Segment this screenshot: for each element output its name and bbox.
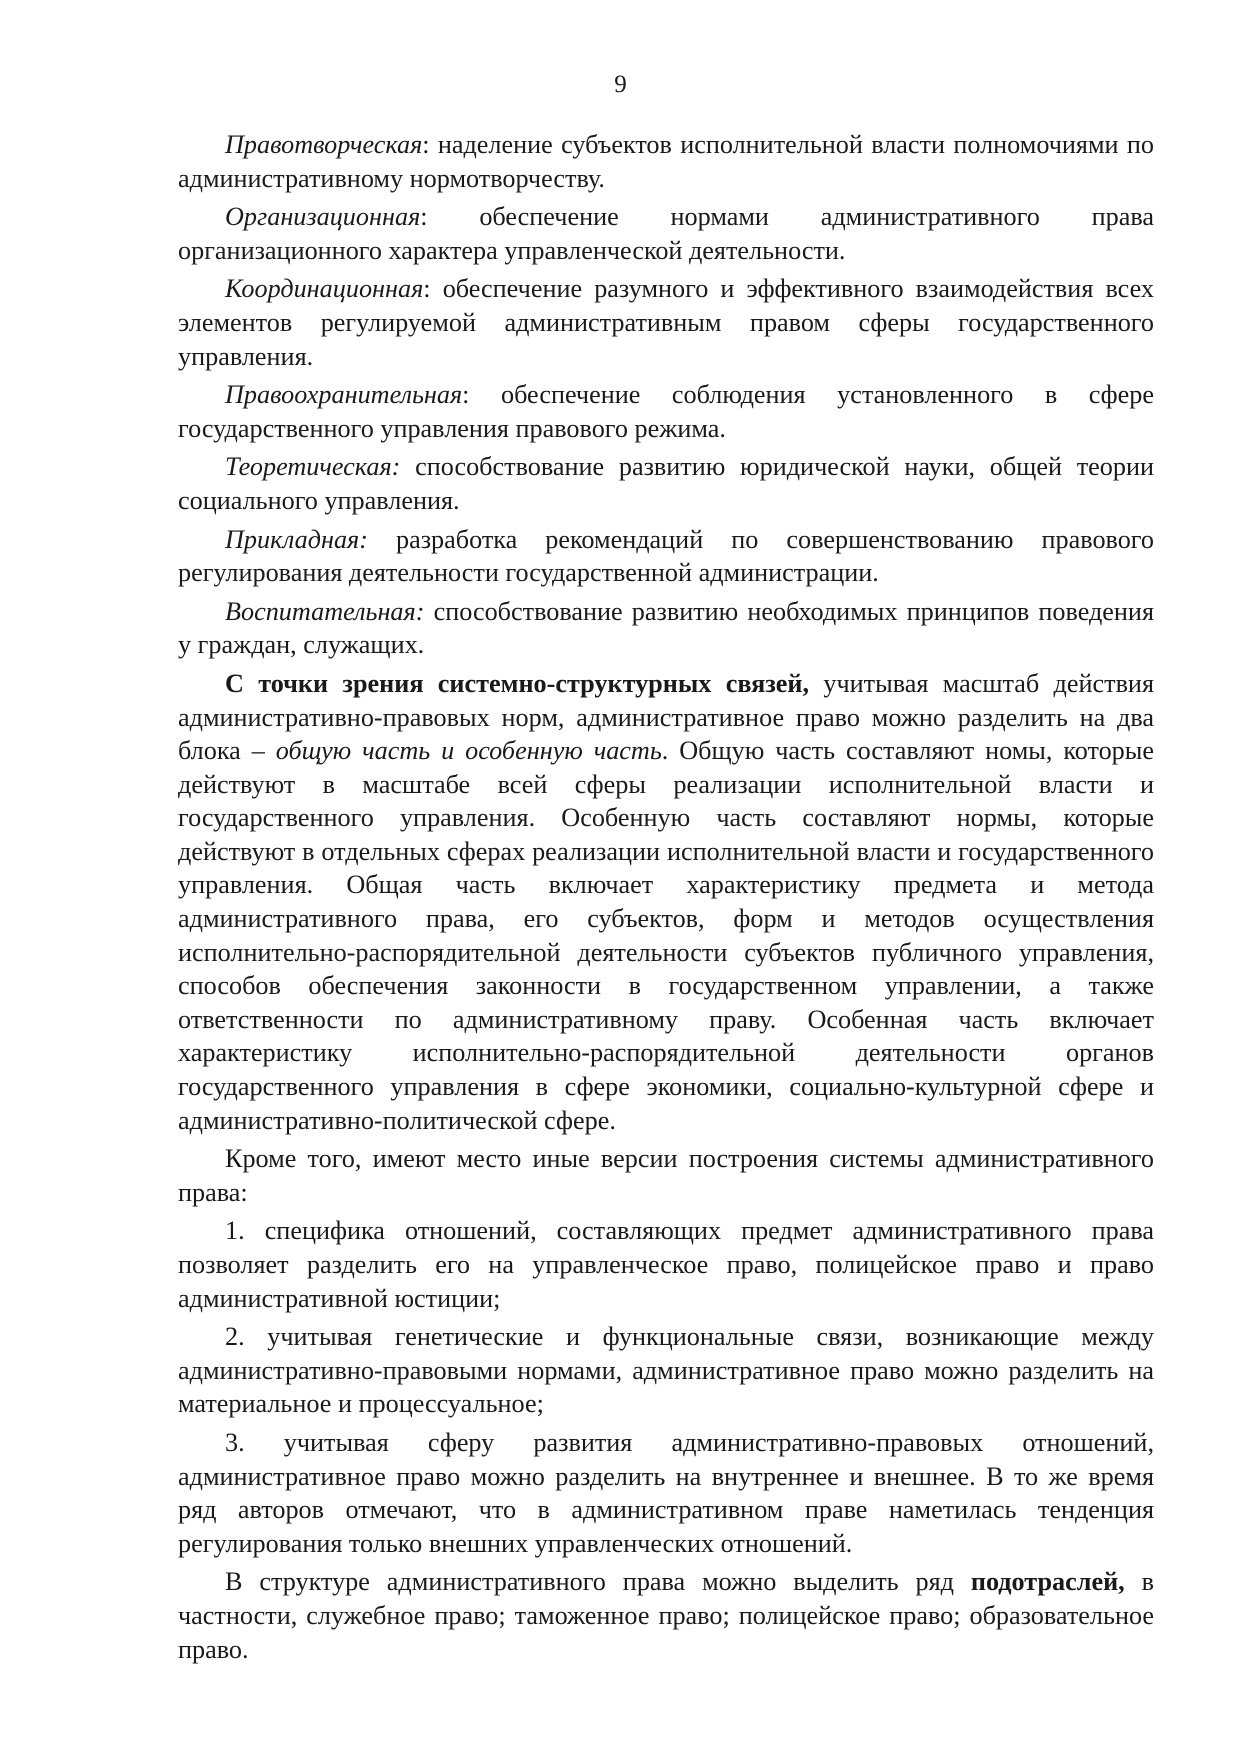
function-paragraph-applied [178,523,1154,590]
function-paragraph-lawmaking [178,128,1154,195]
function-term: Воспитательная: [225,596,425,626]
term-separator: : [462,380,470,410]
structure-text-1: учитывая масштаб действия административно-правовых норм, административное право можно разделить на два блока – [178,668,1154,766]
function-paragraph-educational [178,595,1154,662]
function-term: Правотворческая [225,130,423,159]
subbranches-term: подотраслей, [970,1567,1125,1597]
version-item: 2. учитывая генетические и функциональные связи, возникающие между административно-правовыми нормами, административное право можно разделить на материальное и процессуальное; [178,1322,1154,1419]
structure-paragraph [178,667,1154,1137]
subbranches-paragraph [178,1565,1154,1666]
version-item: 1. специфика отношений, составляющих предмет административного права позволяет разделить его на управленческое право, полицейское право и право административной юстиции; [178,1216,1154,1313]
function-description: наделение субъектов исполнительной власти полномочиями по административному нормотворчеству. [178,130,1154,193]
function-term: Правоохранительная [225,380,463,410]
function-term: Координационная [225,274,424,304]
function-paragraph-organizational [178,200,1154,267]
function-term: Организационная [225,202,421,232]
term-separator: : [420,202,428,232]
term-separator: : [422,130,430,159]
structure-text-2: . Общую часть составляют номы, которые действуют в масштабе всей сферы реализации исполнительной власти и государственного управления. Особенную часть составляют нормы, которые действуют в отдельных сферах реализации исполнительной власти и государственного управления. Общая часть включает характеристику предмета и метода административного права, его субъектов, форм и методов осуществления исполнительно-распорядительной деятельности субъектов публичного управления, способов обеспечения законности в государственном управлении, а также ответственности по административному праву. Особенная часть включает характеристику исполнительно-распорядительной деятельности органов государственного управления в сфере экономики, социально-культурной сфере и административно-политической сфере. [178,736,1154,1135]
function-term: Прикладная: [225,524,368,554]
page-number: 9 [614,71,627,98]
structure-lead: С точки зрения системно-структурных связей, [225,668,810,698]
subbranches-text-1: В структуре административного права можно выделить ряд [225,1567,971,1597]
function-description: обеспечение разумного и эффективного взаимодействия всех элементов регулируемой административным правом сферы государственного управления. [178,274,1154,371]
versions-intro: Кроме того, имеют место иные версии построения системы административного права: [178,1144,1154,1207]
function-description: разработка рекомендаций по совершенствованию правового регулирования деятельности государственной администрации. [178,524,1154,588]
page-body [178,128,1154,1666]
function-term: Теоретическая: [225,452,401,482]
function-description: обеспечение нормами административного права организационного характера управленческой деятельности. [178,202,1154,265]
function-description: способствование развитию необходимых принципов поведения у граждан, служащих. [178,596,1154,660]
function-description: способствование развитию юридической науки, общей теории социального управления. [178,452,1154,515]
function-description: обеспечение соблюдения установленного в сфере государственного управления правового режима. [178,380,1154,443]
version-item: 3. учитывая сферу развития административно-правовых отношений, административное право можно разделить на внутреннее и внешнее. В то же время ряд авторов отмечают, что в административном праве наметилась тенденция регулирования только внешних управленческих отношений. [178,1427,1154,1558]
structure-parts: общую часть и особенную часть [275,736,662,766]
term-separator: : [423,274,431,304]
function-paragraph-law-enforcement [178,378,1154,445]
function-paragraph-coordination [178,272,1154,373]
function-paragraph-theoretical [178,450,1154,517]
subbranches-text-2: в частности, служебное право; таможенное право; полицейское право; образовательное право. [178,1567,1154,1664]
